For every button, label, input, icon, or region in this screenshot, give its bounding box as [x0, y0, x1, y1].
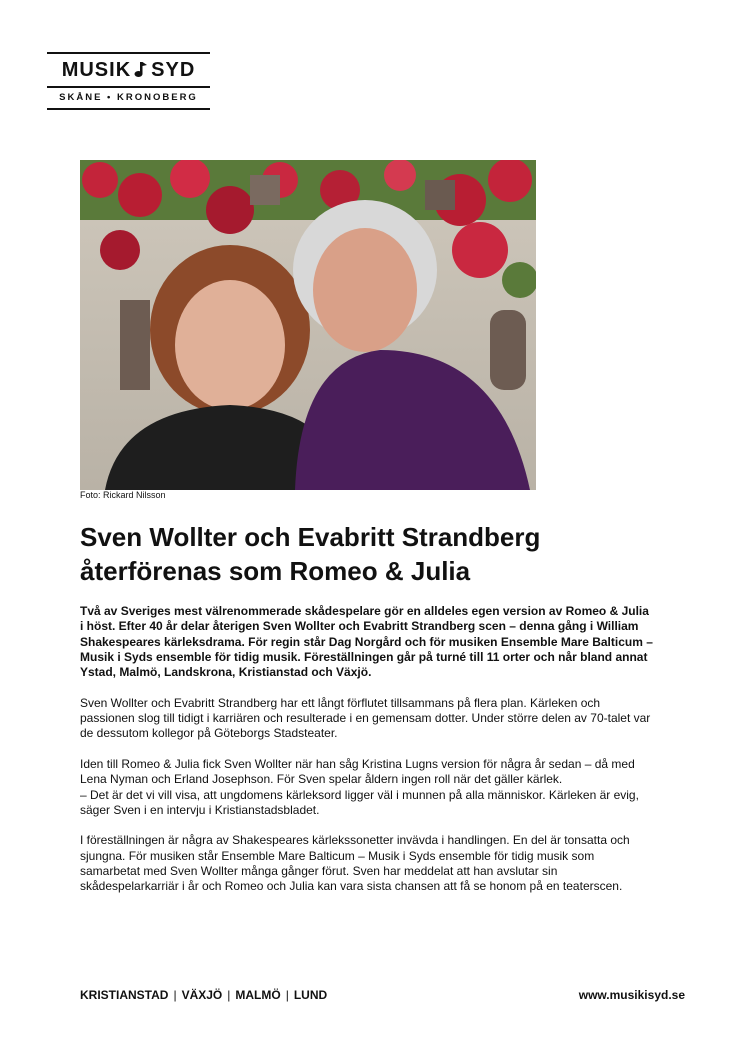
- article-body: [80, 604, 655, 910]
- musik-i-syd-logo: [47, 52, 210, 110]
- photo-caption: Foto: Rickard Nilsson: [80, 490, 166, 500]
- footer-separator: |: [285, 988, 289, 1002]
- footer: [80, 988, 685, 1002]
- logo-top-rule: [47, 52, 210, 54]
- article-paragraph-1: Sven Wollter och Evabritt Strandberg har ett långt förflutet tillsammans på flera plan. Kärleken och passionen slog till tidigt i karriären och resulterade i en gemensam dotter. Under större delen av 70-talet var de dessutom kollegor på Göteborgs Stadsteater.: [80, 695, 651, 741]
- article-quote: – Det är det vi vill visa, att ungdomens kärleksord ligger väl i munnen på alla människor. Kärleken är evig, säger Sven i en intervju i Kristianstadsbladet.: [80, 787, 639, 817]
- footer-separator: |: [227, 988, 231, 1002]
- logo-region: SKÅNE • KRONOBERG: [59, 92, 198, 103]
- music-note-icon: [134, 61, 148, 77]
- logo-mid-rule: [47, 86, 210, 88]
- press-photo: [80, 160, 536, 490]
- left-door: [120, 300, 150, 390]
- photo-illustration: [80, 160, 536, 490]
- footer-city: LUND: [293, 988, 328, 1002]
- article-headline: Sven Wollter och Evabritt Strandberg återförenas som Romeo & Julia: [80, 522, 541, 586]
- footer-city: VÄXJÖ: [181, 988, 223, 1002]
- logo-bottom-rule: [47, 108, 210, 110]
- right-door: [490, 310, 526, 390]
- article-lead: Två av Sveriges mest välrenommerade skådespelare gör en alldeles egen version av Romeo & Julia i höst. Efter 40 år delar återigen Sven Wollter och Evabritt Strandberg scen – denna gång i William Shakespeares kärleksdrama. För regin står Dag Norgård och för musiken Ensemble Mare Balticum – Musik i Syds ensemble för tidig musik. Föreställningen går på turné till 11 orter och når bland annat Ystad, Malmö, Landskrona, Kristianstad och Växjö.: [80, 604, 653, 680]
- footer-city: KRISTIANSTAD: [80, 988, 169, 1002]
- logo-wordmark: [47, 56, 210, 84]
- logo-word-musik: MUSIK: [61, 59, 132, 81]
- article-paragraph-2: Iden till Romeo & Julia fick Sven Wollter när han såg Kristina Lugns version för några år sedan – då med Lena Nyman och Erland Josephson. För Sven spelar åldern ingen roll när det gäller kärlek.: [80, 756, 635, 787]
- footer-website-link[interactable]: www.musikisyd.se: [578, 988, 685, 1002]
- article-paragraph-3: I föreställningen är några av Shakespeares kärlekssonetter invävda i handlingen. En del är tonsatta och sjungna. För musiken står Ensemble Mare Balticum – Musik i Syds ensemble för tidig musik som samarbetat med Sven Wollter många gånger förut. Sven har meddelat att han avslutar sin skådespelarkarriär i år och Romeo och Julia kan vara sista chansen att få se honom på en teaterscen.: [80, 833, 630, 894]
- logo-word-syd: SYD: [151, 59, 196, 81]
- footer-cities: [80, 988, 327, 1002]
- footer-city: MALMÖ: [235, 988, 281, 1002]
- footer-separator: |: [173, 988, 177, 1002]
